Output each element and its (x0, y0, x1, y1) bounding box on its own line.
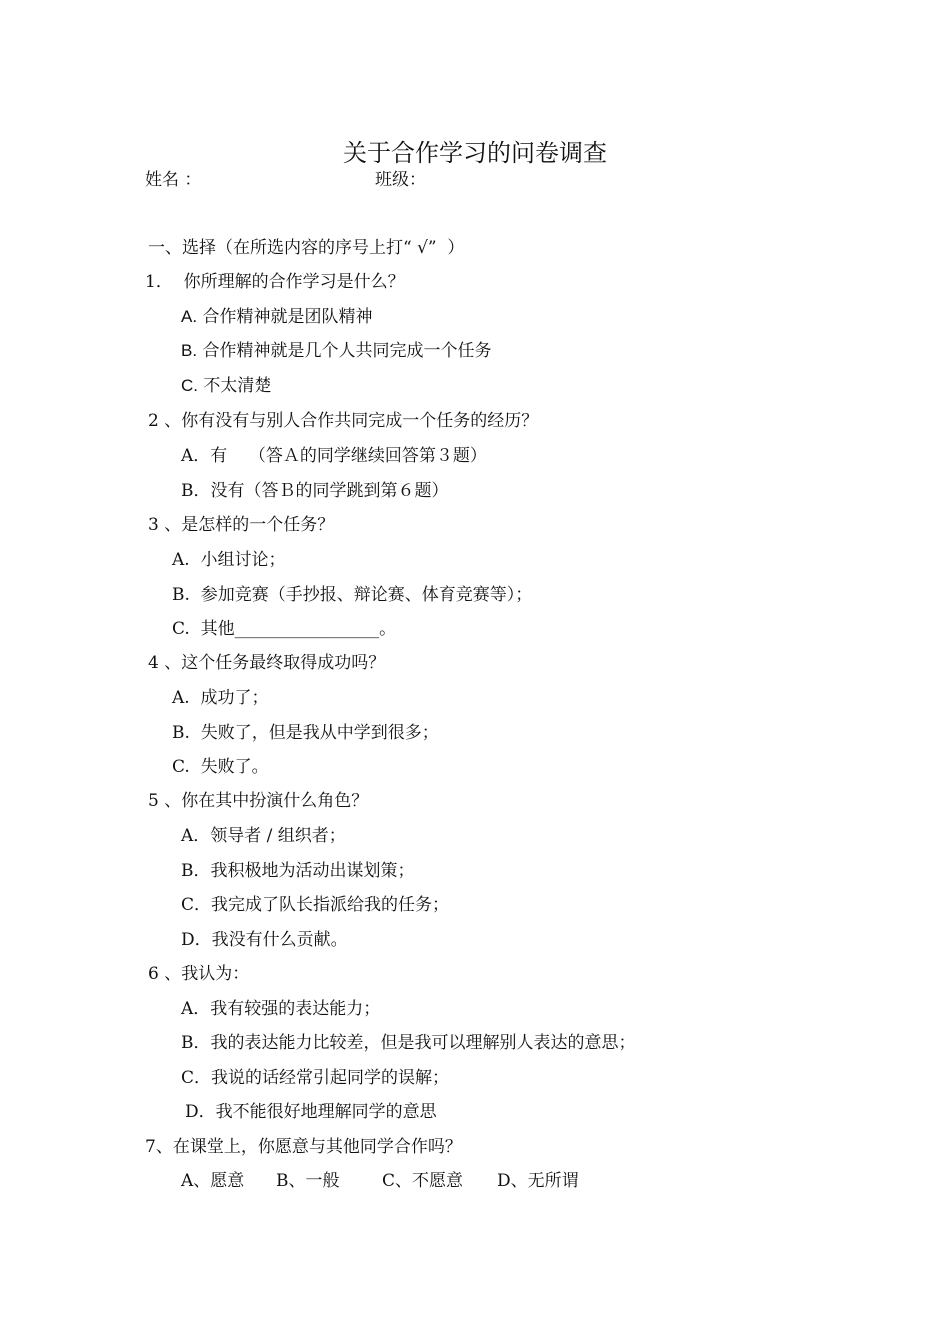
option-text: 合作精神就是团队精神 (197, 307, 373, 327)
q3-option-b: B. 参加竞赛（手抄报、辩论赛、体育竞赛等）； (172, 585, 533, 605)
q1-option-a (181, 306, 372, 328)
q7-option-c: C、不愿意 (382, 1171, 464, 1191)
question-5: 5 、你在其中扮演什么角色？ (148, 791, 369, 811)
option-letter: B. (181, 341, 198, 360)
q6-option-d: D．我不能很好地理解同学的意思 (185, 1102, 437, 1122)
q3-option-a: A. 小组讨论； (172, 550, 286, 570)
page-title: 关于合作学习的问卷调查 (343, 139, 607, 167)
q4-option-b: B. 失败了，但是我从中学到很多； (172, 723, 439, 743)
question-2: 2 、你有没有与别人合作共同完成一个任务的经历？ (148, 411, 539, 431)
question-1: 1． 你所理解的合作学习是什么？ (145, 272, 405, 292)
section-heading: 一、选择（在所选内容的序号上打“ √” ） (148, 238, 465, 258)
q2-option-a: A．有 （答Ａ的同学继续回答第３题） (181, 446, 487, 466)
name-label: 姓名 ： (145, 170, 202, 190)
q5-option-c: C．我完成了队长指派给我的任务； (181, 895, 450, 915)
class-label: 班级： (375, 170, 426, 190)
q4-option-a: A. 成功了； (172, 688, 269, 708)
q3-option-c: C. 其他_________________。 (172, 619, 397, 639)
q7-option-a: A、愿意 (181, 1171, 245, 1191)
q1-option-c (181, 375, 271, 397)
question-6: 6 、我认为： (148, 964, 250, 984)
q5-option-a: A．领导者 / 组织者； (181, 826, 346, 846)
q5-option-b: B．我积极地为活动出谋划策； (181, 861, 415, 881)
option-text: 不太清楚 (198, 376, 272, 396)
question-3: 3 、是怎样的一个任务？ (148, 515, 335, 535)
q5-option-d: D．我没有什么贡献。 (181, 930, 348, 950)
q2-option-b: B．没有（答Ｂ的同学跳到第６题） (181, 481, 449, 501)
question-7: 7、在课堂上，你愿意与其他同学合作吗？ (145, 1137, 462, 1157)
q1-option-b (181, 340, 491, 362)
q6-option-b: B．我的表达能力比较差，但是我可以理解别人表达的意思； (181, 1033, 636, 1053)
q6-option-a: A．我有较强的表达能力； (181, 999, 381, 1019)
option-letter: C. (181, 376, 198, 395)
q4-option-c: C. 失败了。 (172, 757, 269, 777)
q7-option-d: D、无所谓 (497, 1171, 579, 1191)
question-4: 4 、这个任务最终取得成功吗？ (148, 653, 386, 673)
option-text: 合作精神就是几个人共同完成一个任务 (197, 341, 492, 361)
q6-option-c: C．我说的话经常引起同学的误解； (181, 1068, 450, 1088)
option-letter: A. (181, 307, 198, 326)
q7-option-b: B、一般 (276, 1171, 340, 1191)
